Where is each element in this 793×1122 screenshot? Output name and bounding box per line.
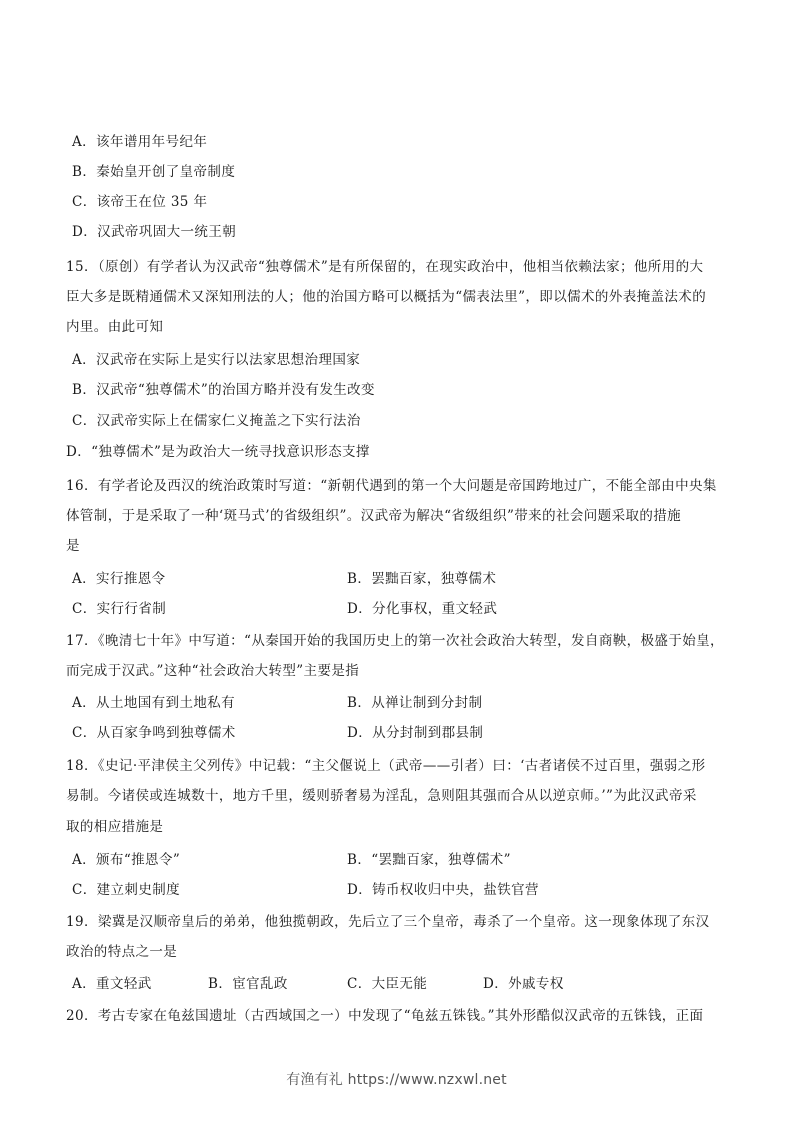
q16-stem-line-1: 16．有学者论及西汉的统治政策时写道：“新朝代遇到的第一个大问题是帝国跨地过广，不能全部由中央集 — [66, 478, 717, 494]
q17-stem-line-1: 17．《晚清七十年》中写道：“从秦国开始的我国历史上的第一次社会政治大转型，发自商鞅，极盛于始皇， — [66, 633, 724, 649]
q19-option-d: D．外戚专权 — [483, 976, 564, 992]
q14-option-d: D．汉武帝巩固大一统王朝 — [72, 224, 237, 240]
q18-option-a: A．颁布“推恩令” — [72, 852, 181, 868]
footer-watermark: 有渔有礼 https://www.nzxwl.net — [286, 1072, 507, 1088]
q16-stem-line-2: 体管制，于是采取了一种‘斑马式’的省级组织”。汉武帝为解决“省级组织”带来的社会问题采取的措施 — [66, 508, 682, 524]
q16-option-b: B．罢黜百家，独尊儒术 — [347, 571, 497, 587]
q15-option-a: A．汉武帝在实际上是实行以法家思想治理国家 — [72, 352, 361, 368]
q16-stem-line-3: 是 — [66, 538, 80, 554]
q15-stem-line-1: 15．（原创）有学者认为汉武帝“独尊儒术”是有所保留的，在现实政治中，他相当依赖法家；他所用的大 — [66, 259, 704, 275]
q16-option-c: C．实行行省制 — [72, 601, 167, 617]
q15-option-d: D．“独尊儒术”是为政治大一统寻找意识形态支撑 — [66, 444, 370, 460]
q18-option-b: B．“罢黜百家，独尊儒术” — [347, 852, 511, 868]
q19-option-c: C．大臣无能 — [347, 976, 428, 992]
q15-stem-line-3: 内里。由此可知 — [66, 319, 164, 335]
q17-option-c: C．从百家争鸣到独尊儒术 — [72, 725, 236, 741]
q17-option-a: A．从土地国有到土地私有 — [72, 695, 236, 711]
q19-option-a: A．重文轻武 — [72, 976, 152, 992]
q14-option-a: A．该年谱用年号纪年 — [72, 134, 208, 150]
q15-option-c: C．汉武帝实际上在儒家仁义掩盖之下实行法治 — [72, 413, 361, 429]
q17-stem-line-2: 而完成于汉武。”这种“社会政治大转型”主要是指 — [66, 663, 360, 679]
q18-stem-line-1: 18．《史记·平津侯主父列传》中记载：“主父偃说上（武帝——引者）曰：‘古者诸侯不过百里，强弱之形 — [66, 758, 706, 774]
q20-stem-line-1: 20．考古专家在龟兹国遗址（古西域国之一）中发现了“龟兹五铢钱。”其外形酷似汉武帝的五铢钱，正面 — [66, 1008, 704, 1024]
q17-option-b: B．从禅让制到分封制 — [347, 695, 483, 711]
q19-option-b: B．宦官乱政 — [208, 976, 288, 992]
q18-option-c: C．建立刺史制度 — [72, 882, 181, 898]
q14-option-c: C．该帝王在位 35 年 — [72, 194, 208, 210]
q16-option-a: A．实行推恩令 — [72, 571, 166, 587]
q16-option-d: D．分化事权，重文轻武 — [347, 601, 498, 617]
q19-stem-line-2: 政治的特点之一是 — [66, 944, 178, 960]
q15-option-b: B．汉武帝“独尊儒术”的治国方略并没有发生改变 — [72, 382, 375, 398]
q14-option-b: B．秦始皇开创了皇帝制度 — [72, 164, 236, 180]
q18-option-d: D．铸币权收归中央，盐铁官营 — [347, 882, 539, 898]
q18-stem-line-2: 易制。今诸侯或连城数十，地方千里，缓则骄奢易为淫乱，急则阻其强而合从以逆京师。’”为此汉武帝采 — [66, 788, 697, 804]
q17-option-d: D．从分封制到郡县制 — [347, 725, 484, 741]
q18-stem-line-3: 取的相应措施是 — [66, 819, 164, 835]
q15-stem-line-2: 臣大多是既精通儒术又深知刑法的人；他的治国方略可以概括为“儒表法里”，即以儒术的外表掩盖法术的 — [66, 289, 707, 305]
q19-stem-line-1: 19．梁冀是汉顺帝皇后的弟弟，他独揽朝政，先后立了三个皇帝，毒杀了一个皇帝。这一现象体现了东汉 — [66, 914, 710, 930]
